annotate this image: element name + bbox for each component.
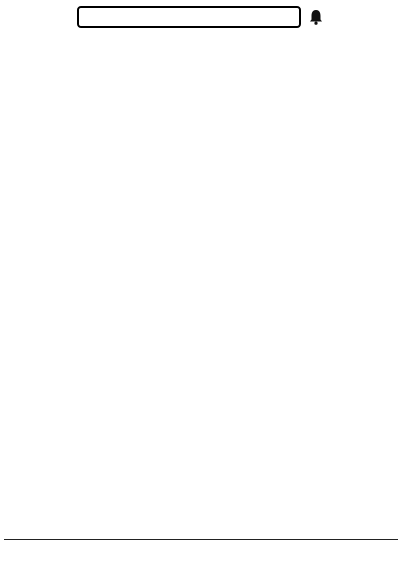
issuer-signature — [8, 554, 394, 570]
notice-body — [4, 34, 398, 536]
notice-header — [4, 6, 398, 28]
divider — [4, 539, 398, 540]
publication-date — [8, 542, 394, 554]
notice-footer — [4, 542, 398, 572]
notice-title — [77, 6, 301, 28]
bell-icon — [307, 8, 325, 26]
